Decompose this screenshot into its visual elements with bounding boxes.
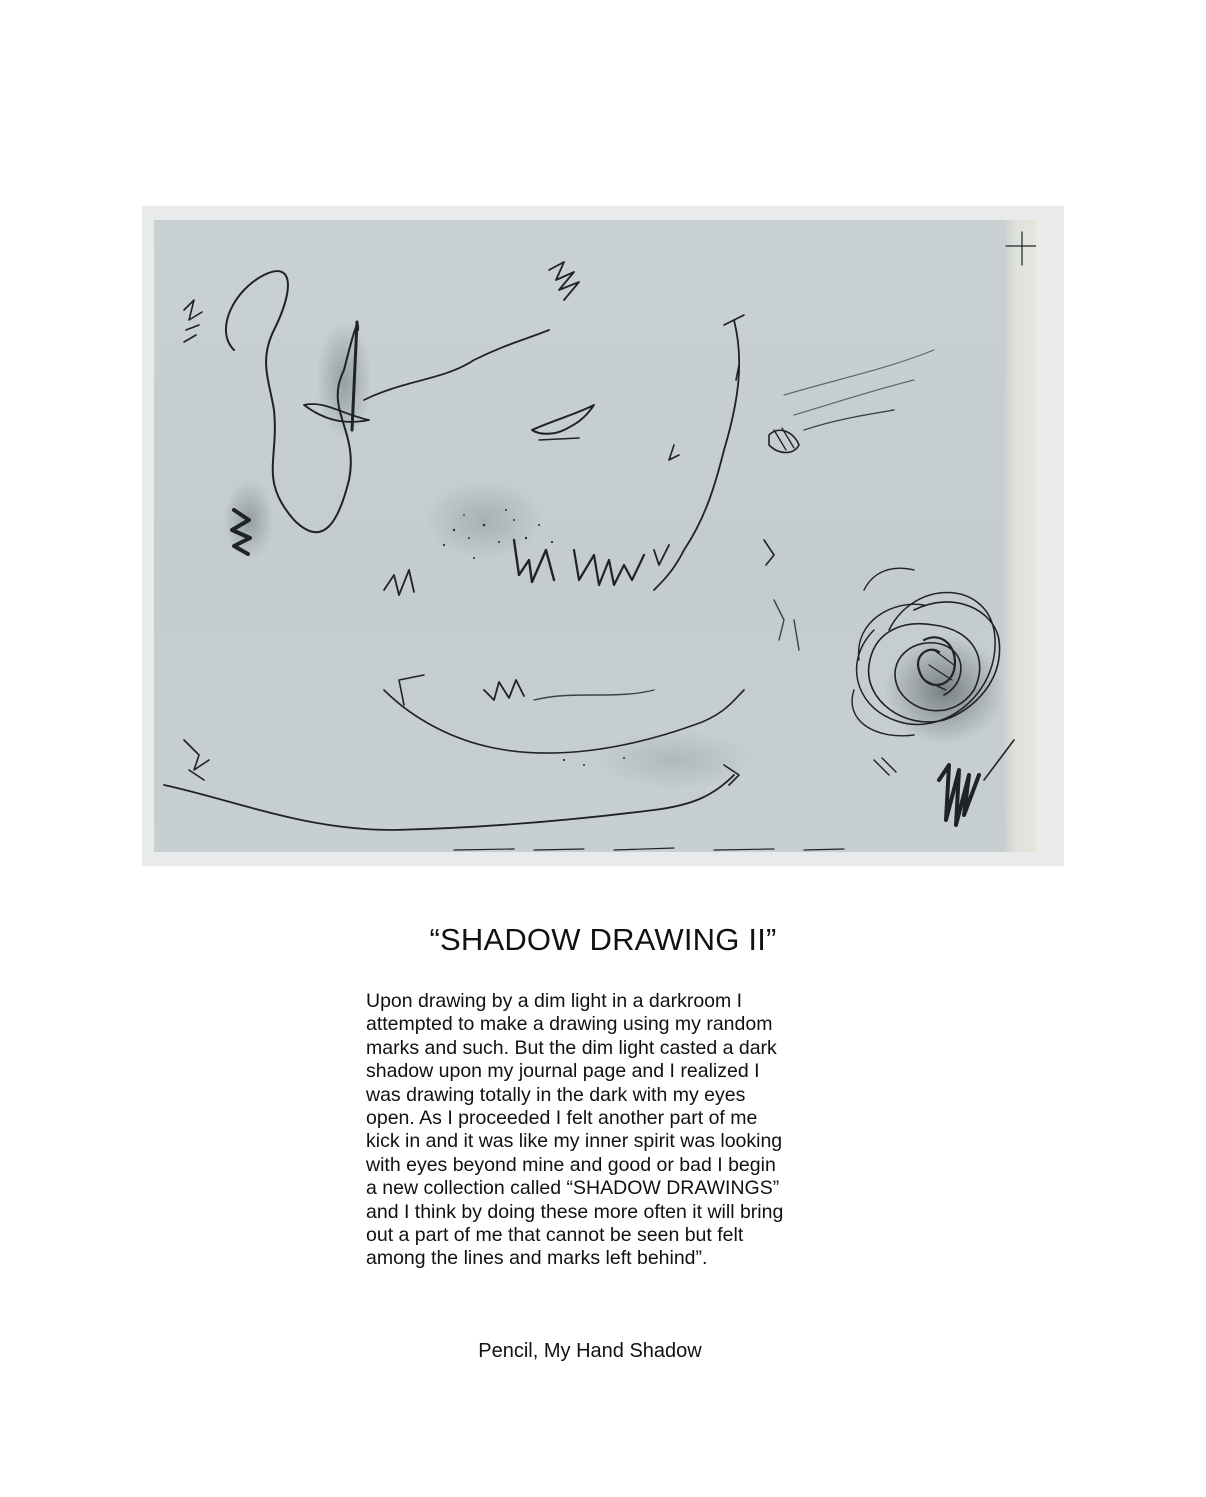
artwork-description — [366, 990, 866, 1271]
description-line: a new collection called “SHADOW DRAWINGS” — [366, 1177, 780, 1200]
description-line: among the lines and marks left behind”. — [366, 1247, 708, 1270]
description-line: out a part of me that cannot be seen but felt — [366, 1224, 744, 1247]
description-line: and I think by doing these more often it will bring — [366, 1200, 784, 1223]
artwork-title: “SHADOW DRAWING II” — [429, 922, 777, 957]
description-line: marks and such. But the dim light casted a dark — [366, 1036, 777, 1059]
description-line: attempted to make a drawing using my random — [366, 1013, 773, 1036]
pencil-sketch-marks — [154, 220, 1036, 852]
description-line: Upon drawing by a dim light in a darkroom I — [366, 990, 743, 1012]
description-line: with eyes beyond mine and good or bad I begin — [366, 1153, 776, 1176]
description-line: was drawing totally in the dark with my eyes — [366, 1083, 746, 1106]
artwork-frame — [142, 206, 1064, 866]
description-line: open. As I proceeded I felt another part of me — [366, 1107, 758, 1130]
pencil-drawing-image — [154, 220, 1036, 852]
artwork-medium: Pencil, My Hand Shadow — [478, 1340, 702, 1362]
description-line: kick in and it was like my inner spirit was looking — [366, 1130, 783, 1153]
description-line: shadow upon my journal page and I realized I — [366, 1060, 760, 1083]
